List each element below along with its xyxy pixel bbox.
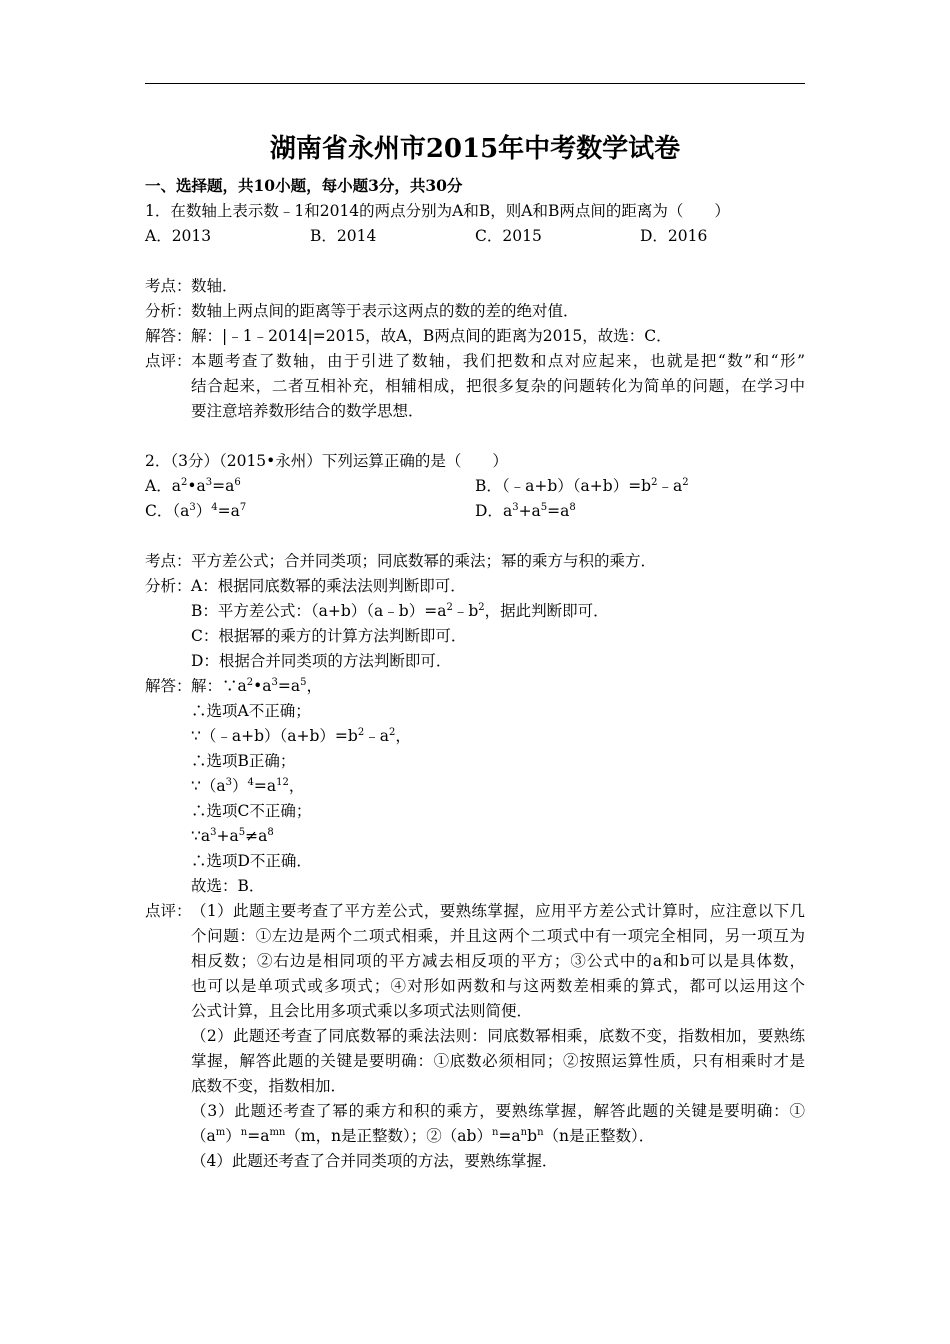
- math-text: +a: [518, 502, 541, 520]
- q1-jieda-label: 解答：: [145, 327, 192, 345]
- q1-option-a: A．2013: [145, 227, 212, 245]
- q2-jieda-line: [191, 826, 274, 846]
- exponent: n: [537, 1127, 544, 1138]
- q2-kaodian: 平方差公式；合并同类项；同底数幂的乘法；幂的乘方与积的乘方．: [191, 552, 657, 570]
- q1-stem: 1．在数轴上表示数﹣1和2014的两点分别为A和B，则A和B两点间的距离为（ ）: [145, 202, 730, 220]
- exponent: 2: [478, 602, 485, 613]
- q2-jieda-label: 解答：: [145, 677, 192, 695]
- exponent: 3: [210, 827, 217, 838]
- exponent: n: [520, 1127, 528, 1138]
- q2-dianping-line: 底数不变，指数相加．: [191, 1077, 347, 1095]
- exponent: 2: [180, 477, 188, 488]
- q1-dianping-line: 要注意培养数形结合的数学思想．: [191, 402, 424, 420]
- q2-dianping-line: （1）此题主要考查了平方差公式，要熟练掌握，应用平方差公式计算时，应注意以下几: [191, 902, 805, 920]
- math-text: ，据此判断即可．: [484, 602, 609, 620]
- exponent: 5: [540, 502, 548, 513]
- math-text: =a: [498, 1127, 521, 1145]
- q2-dianping-line: 相反数；②右边是相同项的平方减去相反项的平方；③公式中的a和b可以是具体数，: [191, 952, 805, 970]
- math-text: =a: [247, 1127, 270, 1145]
- q2-option-c: [145, 501, 246, 521]
- math-text: +a: [216, 827, 239, 845]
- q1-option-b: B．2014: [310, 227, 377, 245]
- q1-dianping-line: 本题考查了数轴，由于引进了数轴，我们把数和点对应起来，也就是把“数”和“形”: [191, 352, 805, 370]
- math-text: ﹣b: [452, 602, 479, 620]
- q2-dianping-line: （3）此题还考查了幂的乘方和积的乘方，要熟练掌握，解答此题的关键是要明确：①: [191, 1102, 805, 1120]
- math-text: ）: [195, 502, 212, 520]
- math-text: ∵a: [191, 827, 211, 845]
- q2-option-d: [475, 501, 576, 521]
- q2-fenxi-d: D：根据合并同类项的方法判断即可．: [191, 652, 452, 670]
- q2-fenxi-a: A：根据同底数幂的乘法法则判断即可．: [191, 577, 466, 595]
- section-heading: 一、选择题，共10小题，每小题3分，共30分: [145, 176, 463, 195]
- math-text: ∵（a: [191, 777, 226, 795]
- math-text: =a: [212, 477, 235, 495]
- exponent: 2: [682, 477, 689, 488]
- q1-dianping-label: 点评：: [145, 352, 192, 370]
- exponent: 2: [651, 477, 658, 488]
- exponent: n: [491, 1127, 499, 1138]
- q2-jieda-line: ∴选项A不正确；: [191, 702, 311, 720]
- exponent: 5: [300, 677, 307, 688]
- math-text: ，: [395, 727, 411, 745]
- exponent: 3: [189, 502, 196, 513]
- q2-dianping-line: （4）此题还考查了合并同类项的方法，要熟练掌握．: [191, 1152, 558, 1170]
- q2-fenxi-c: C：根据幂的乘方的计算方法判断即可．: [191, 627, 467, 645]
- q2-dianping-line: [191, 1126, 654, 1146]
- exponent: 8: [569, 502, 576, 513]
- q2-dianping-line: （2）此题还考查了同底数幂的乘法法则：同底数幂相乘，底数不变，指数相加，要熟练: [191, 1027, 805, 1045]
- exponent: 8: [267, 827, 274, 838]
- exponent: 2: [246, 677, 254, 688]
- math-text: •a: [187, 477, 206, 495]
- math-text: =a: [217, 502, 240, 520]
- exponent: 6: [234, 477, 241, 488]
- q2-jieda-line: [191, 676, 322, 696]
- exponent: 3: [271, 677, 278, 688]
- exponent: n: [240, 1127, 248, 1138]
- math-text: 解：∵a: [191, 677, 247, 695]
- q2-dianping-line: 个问题：①左边是两个二项式相乘，并且这两个二项式中有一项完全相同，另一项互为: [191, 927, 805, 945]
- q1-option-d: D．2016: [640, 227, 708, 245]
- math-text: （﹣a+b）（a+b）=b: [501, 477, 652, 495]
- q2-jieda-line: 故选：B．: [191, 877, 265, 895]
- q1-jieda: 解：|﹣1﹣2014|=2015，故A，B两点间的距离为2015，故选：C．: [191, 327, 672, 345]
- option-label: A．: [145, 477, 172, 495]
- exponent: 3: [225, 777, 232, 788]
- math-text: （m，n是正整数）；②（ab）: [285, 1127, 492, 1145]
- q2-jieda-line: [191, 726, 411, 746]
- exponent: m: [215, 1127, 226, 1138]
- math-text: =a: [547, 502, 570, 520]
- q1-fenxi: 数轴上两点间的距离等于表示这两点的数的差的绝对值．: [191, 302, 579, 320]
- q2-kaodian-label: 考点：: [145, 552, 192, 570]
- q2-fenxi-b: [191, 601, 609, 621]
- q2-jieda-line: ∴选项C不正确；: [191, 802, 312, 820]
- q2-dianping-line: 掌握，解答此题的关键是要明确：①底数必须相同；②按照运算性质，只有相乘时才是: [191, 1052, 805, 1070]
- exponent: 2: [357, 727, 365, 738]
- math-text: ≠a: [245, 827, 268, 845]
- math-text: ）: [225, 1127, 241, 1145]
- exponent: 3: [205, 477, 213, 488]
- exponent: 3: [512, 502, 519, 513]
- math-text: ）: [231, 777, 248, 795]
- q2-jieda-line: [191, 776, 304, 796]
- header-rule: [145, 83, 805, 84]
- exponent: 7: [239, 502, 247, 513]
- q2-dianping-line: 也可以是单项式或多项式；④对形如两数和与这两数差相乘的算式，都可以运用这个: [191, 977, 805, 995]
- exponent: 5: [238, 827, 246, 838]
- q1-kaodian: 数轴．: [191, 277, 238, 295]
- option-label: C．: [145, 502, 173, 520]
- math-text: =a: [277, 677, 301, 695]
- math-text: •a: [253, 677, 272, 695]
- exponent: mn: [269, 1127, 286, 1138]
- math-text: B：平方差公式：（a+b）（a﹣b）=a: [191, 602, 447, 620]
- q1-dianping-line: 结合起来，二者互相补充，相辅相成，把很多复杂的问题转化为简单的问题，在学习中: [191, 377, 805, 395]
- exponent: 12: [276, 777, 289, 788]
- option-label: D．: [475, 502, 503, 520]
- math-text: a: [171, 477, 181, 495]
- exponent: 2: [388, 727, 396, 738]
- math-text: b: [527, 1127, 538, 1145]
- math-text: （n是正整数）．: [543, 1127, 655, 1145]
- math-text: a: [502, 502, 513, 520]
- q1-option-c: C．2015: [475, 227, 542, 245]
- math-text: ，: [306, 677, 323, 695]
- page-title: 湖南省永州市2015年中考数学试卷: [269, 134, 681, 164]
- exponent: 2: [446, 602, 453, 613]
- math-text: =a: [253, 777, 277, 795]
- math-text: ∵（﹣a+b）（a+b）=b: [191, 727, 358, 745]
- q2-dianping-line: 公式计算，且会比用多项式乘以多项式法则简便．: [191, 1002, 533, 1020]
- q2-stem: 2．（3分）（2015•永州）下列运算正确的是（ ）: [145, 452, 508, 470]
- q1-fenxi-label: 分析：: [145, 302, 192, 320]
- math-text: ﹣a: [364, 727, 389, 745]
- q2-fenxi-label: 分析：: [145, 577, 192, 595]
- q2-option-b: [475, 476, 689, 496]
- q2-jieda-line: ∴选项D不正确．: [191, 852, 312, 870]
- q2-option-a: [145, 476, 241, 496]
- math-text: ﹣a: [657, 477, 683, 495]
- math-text: ，: [288, 777, 305, 795]
- math-text: （a: [172, 502, 190, 520]
- exponent: 4: [211, 502, 218, 513]
- option-label: B．: [475, 477, 502, 495]
- q2-jieda-line: ∴选项B正确；: [191, 752, 296, 770]
- q2-dianping-label: 点评：: [145, 902, 192, 920]
- exponent: 4: [247, 777, 254, 788]
- q1-kaodian-label: 考点：: [145, 277, 192, 295]
- math-text: （a: [191, 1127, 216, 1145]
